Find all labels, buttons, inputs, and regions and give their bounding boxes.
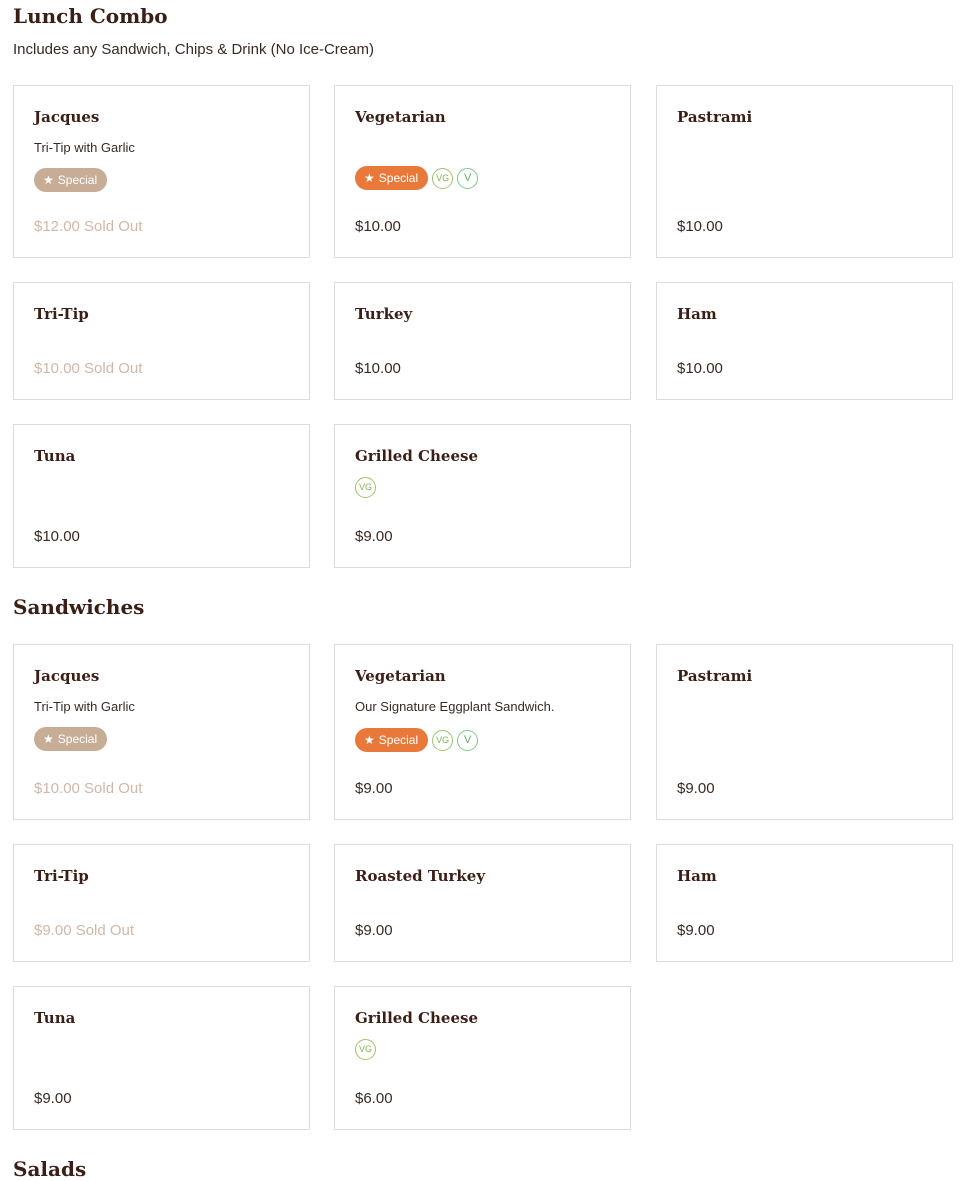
vegan-icon: V	[457, 168, 478, 189]
special-label: Special	[57, 173, 98, 187]
item-badges	[355, 477, 376, 498]
item-price: $9.00	[677, 922, 715, 939]
section-title-sandwiches: Sandwiches	[13, 595, 145, 619]
item-price: $9.00	[355, 780, 393, 797]
vegan-icon: V	[457, 730, 478, 751]
item-price: $9.00	[355, 528, 393, 545]
item-price-sold-out: $12.00 Sold Out	[34, 218, 143, 235]
item-price-sold-out: $10.00 Sold Out	[34, 360, 143, 377]
menu-item-card-tuna[interactable]	[13, 424, 310, 568]
star-icon: ★	[364, 733, 375, 747]
item-name: Grilled Cheese	[355, 1009, 478, 1027]
item-name: Tri-Tip	[34, 867, 89, 885]
vegetarian-icon: VG	[355, 1039, 376, 1060]
menu-item-card-jacques[interactable]	[13, 85, 310, 258]
item-name: Ham	[677, 305, 717, 323]
item-price: $10.00	[34, 528, 80, 545]
item-name: Pastrami	[677, 667, 753, 685]
menu-item-card-grilled-cheese[interactable]	[334, 986, 631, 1130]
item-badges	[34, 727, 107, 751]
item-name: Turkey	[355, 305, 413, 323]
item-price-sold-out: $10.00 Sold Out	[34, 780, 143, 797]
item-price: $10.00	[677, 218, 723, 235]
item-name: Jacques	[34, 108, 100, 126]
special-badge	[34, 168, 107, 192]
item-price: $10.00	[677, 360, 723, 377]
item-name: Vegetarian	[355, 108, 446, 126]
section-title-salads: Salads	[13, 1157, 87, 1181]
menu-item-card-jacques[interactable]	[13, 644, 310, 820]
item-badges	[34, 168, 107, 192]
item-price: $10.00	[355, 218, 401, 235]
vegetarian-icon: VG	[355, 477, 376, 498]
star-icon: ★	[43, 173, 54, 187]
item-name: Tuna	[34, 447, 76, 465]
item-name: Tuna	[34, 1009, 76, 1027]
menu-item-card-pastrami[interactable]	[656, 644, 953, 820]
menu-item-card-tri-tip[interactable]	[13, 282, 310, 400]
menu-item-card-ham[interactable]	[656, 282, 953, 400]
menu-item-card-grilled-cheese[interactable]	[334, 424, 631, 568]
item-name: Ham	[677, 867, 717, 885]
star-icon: ★	[364, 171, 375, 185]
item-badges	[355, 1039, 376, 1060]
menu-item-card-tri-tip[interactable]	[13, 844, 310, 962]
item-price: $10.00	[355, 360, 401, 377]
star-icon: ★	[43, 732, 54, 746]
item-name: Vegetarian	[355, 667, 446, 685]
special-label: Special	[378, 733, 419, 747]
section-description: Includes any Sandwich, Chips & Drink (No Ice-Cream)	[13, 41, 374, 58]
menu-item-card-turkey[interactable]	[334, 282, 631, 400]
menu-item-card-ham[interactable]	[656, 844, 953, 962]
item-price-sold-out: $9.00 Sold Out	[34, 922, 135, 939]
menu-item-card-roasted-turkey[interactable]	[334, 844, 631, 962]
item-name: Tri-Tip	[34, 305, 89, 323]
menu-item-card-vegetarian[interactable]	[334, 644, 631, 820]
special-label: Special	[378, 171, 419, 185]
vegetarian-icon: VG	[432, 730, 453, 751]
menu-item-card-vegetarian[interactable]	[334, 85, 631, 258]
special-label: Special	[57, 732, 98, 746]
item-name: Jacques	[34, 667, 100, 685]
item-price: $9.00	[355, 922, 393, 939]
menu-item-card-tuna[interactable]	[13, 986, 310, 1130]
special-badge	[355, 728, 428, 752]
item-name: Grilled Cheese	[355, 447, 478, 465]
item-price: $9.00	[34, 1090, 72, 1107]
special-badge	[355, 166, 428, 190]
item-price: $9.00	[677, 780, 715, 797]
menu-item-card-pastrami[interactable]	[656, 85, 953, 258]
item-badges	[355, 728, 478, 752]
item-badges	[355, 166, 478, 190]
special-badge	[34, 727, 107, 751]
vegetarian-icon: VG	[432, 168, 453, 189]
item-name: Roasted Turkey	[355, 867, 486, 885]
item-price: $6.00	[355, 1090, 393, 1107]
item-description: Tri-Tip with Garlic	[34, 699, 135, 714]
item-description: Tri-Tip with Garlic	[34, 140, 135, 155]
item-name: Pastrami	[677, 108, 753, 126]
section-title-lunch-combo: Lunch Combo	[13, 4, 168, 28]
item-description: Our Signature Eggplant Sandwich.	[355, 699, 555, 714]
